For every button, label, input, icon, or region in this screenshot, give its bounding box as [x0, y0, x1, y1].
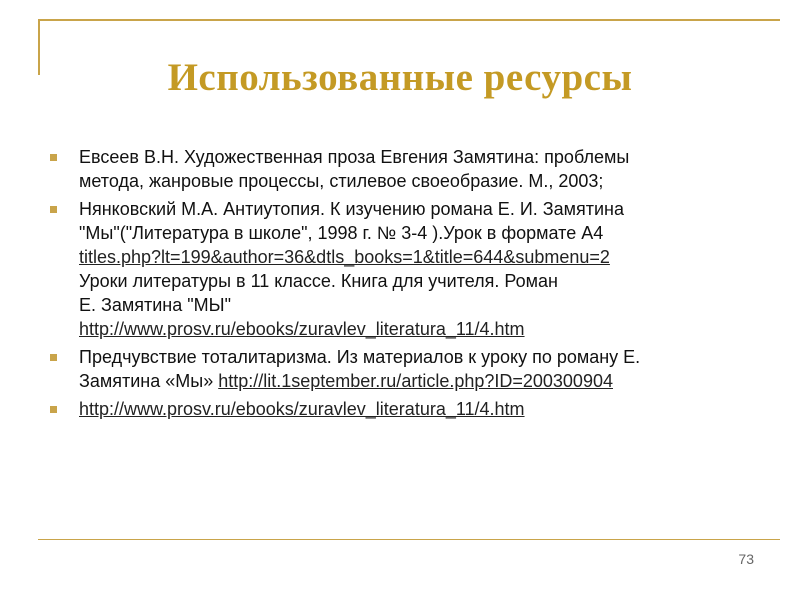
square-bullet-icon [50, 154, 57, 161]
resource-text: Е. Замятина "МЫ" [79, 295, 231, 315]
list-item [50, 145, 770, 193]
resource-text: Предчувствие тоталитаризма. Из материалов к уроку по роману Е. [79, 347, 641, 367]
list-item [50, 345, 770, 393]
list-item [50, 197, 770, 341]
resource-text: Евсеев В.Н. Художественная проза Евгения Замятина: проблемы [79, 147, 630, 167]
resource-text: Уроки литературы в 11 классе. Книга для учителя. Роман [79, 271, 558, 291]
slide-title: Использованные ресурсы [167, 56, 633, 99]
resource-link[interactable]: http://www.prosv.ru/ebooks/zuravlev_literatura_11/4.htm [79, 399, 525, 419]
square-bullet-icon [50, 354, 57, 361]
resource-link[interactable]: titles.php?lt=199&author=36&dtls_books=1&title=644&submenu=2 [79, 247, 610, 267]
resources-list [50, 145, 770, 425]
resource-link[interactable]: http://www.prosv.ru/ebooks/zuravlev_literatura_11/4.htm [79, 319, 525, 339]
resource-text: "Мы"("Литература в школе", 1998 г. № 3-4 ).Урок в формате А4 [79, 223, 604, 243]
frame-bottom-line [38, 539, 780, 540]
resource-link[interactable]: http://lit.1september.ru/article.php?ID=200300904 [218, 371, 613, 391]
list-item [50, 397, 770, 421]
square-bullet-icon [50, 206, 57, 213]
resource-text: Замятина «Мы» [79, 371, 219, 391]
resource-text: Нянковский М.А. Антиутопия. К изучению романа Е. И. Замятина [79, 199, 625, 219]
square-bullet-icon [50, 406, 57, 413]
frame-top-line [38, 19, 780, 21]
page-number: 73 [738, 551, 754, 567]
resource-text: метода, жанровые процессы, стилевое своеобразие. М., 2003; [79, 171, 604, 191]
